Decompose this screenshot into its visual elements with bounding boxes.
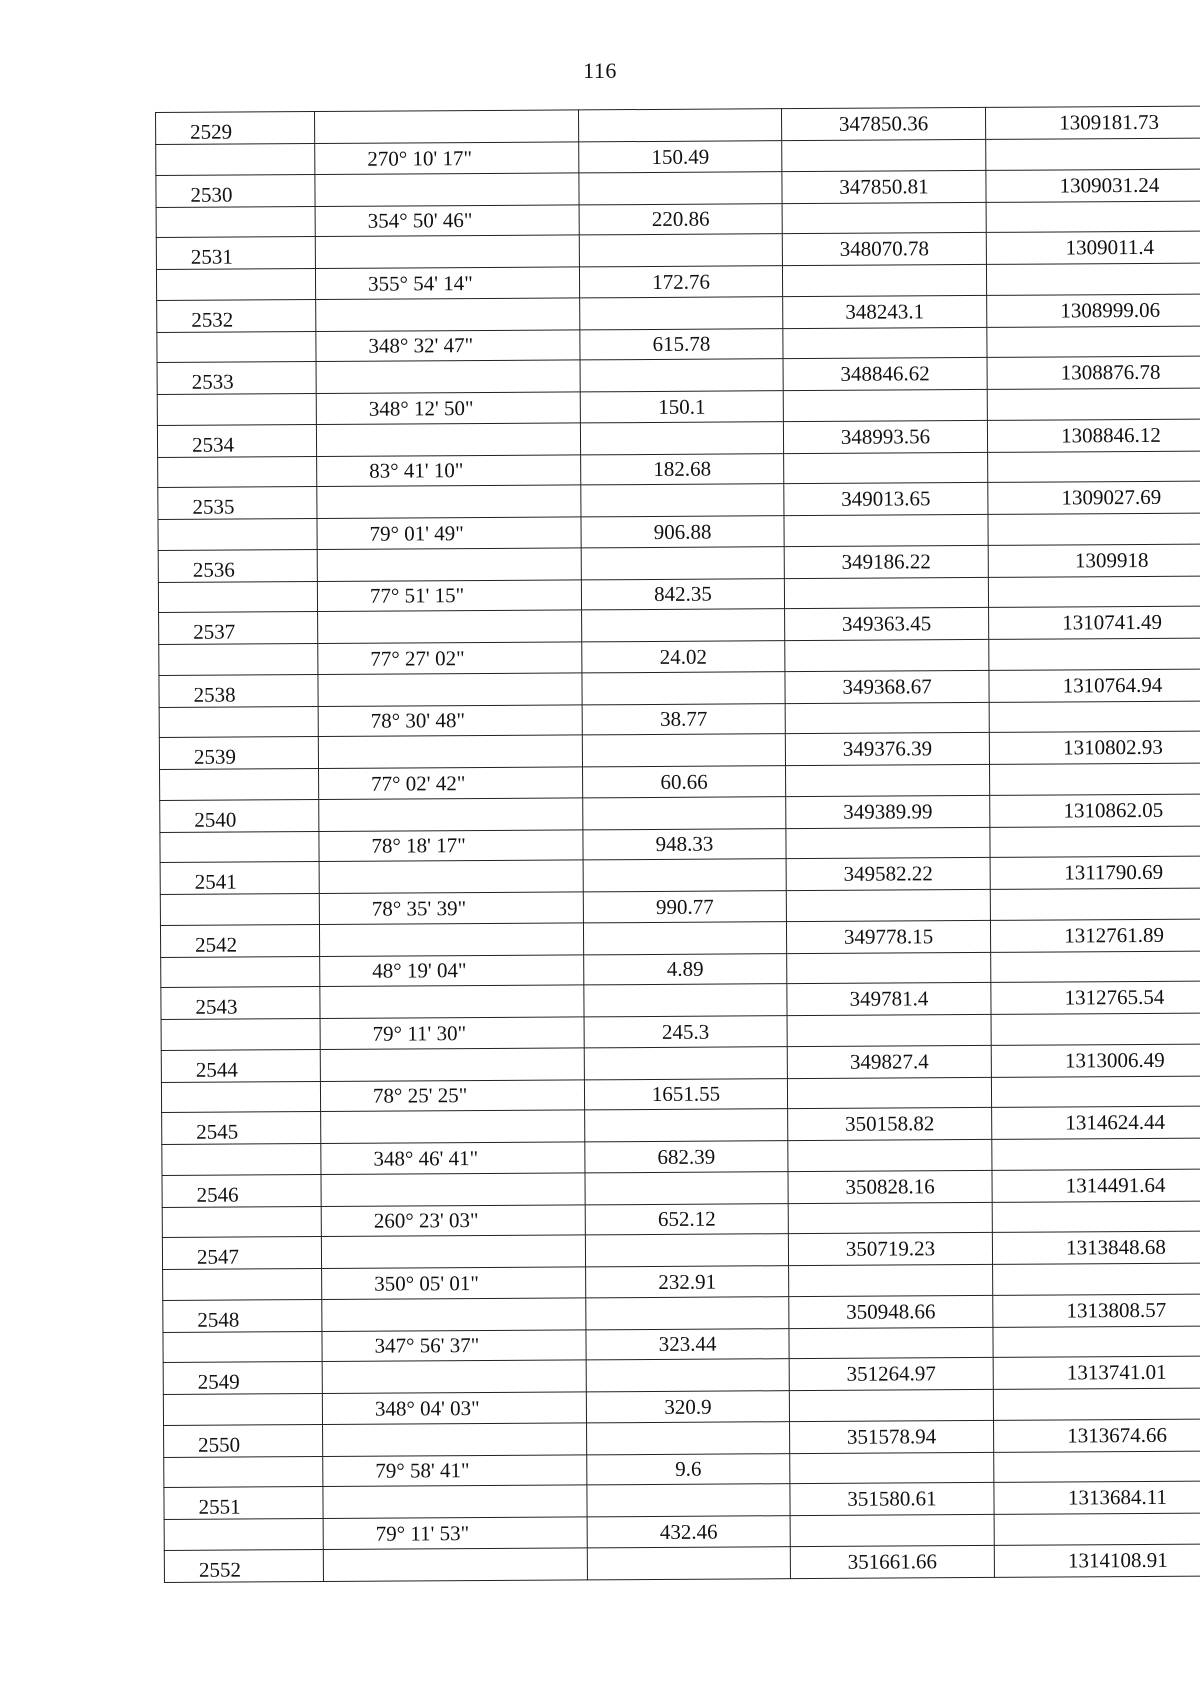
distance-cell: 24.02: [582, 641, 785, 673]
x-empty-cell: [782, 202, 986, 234]
y-empty-cell: [986, 200, 1200, 232]
distance-cell: 9.6: [587, 1453, 790, 1485]
bearing-empty-cell: [315, 235, 579, 269]
distance-empty-cell: [584, 984, 787, 1017]
y-coordinate-cell: 1314624.44: [992, 1106, 1200, 1140]
bearing-cell: 79° 01' 49": [317, 517, 581, 549]
y-coordinate-cell: 1309031.24: [986, 168, 1200, 202]
x-coordinate-cell: 349781.4: [787, 982, 991, 1015]
point-id-cell: 2529: [156, 112, 315, 145]
y-coordinate-cell: 1313848.68: [992, 1231, 1200, 1265]
y-empty-cell: [989, 638, 1200, 670]
bearing-empty-cell: [316, 360, 580, 394]
distance-empty-cell: [579, 171, 782, 204]
distance-empty-cell: [583, 796, 786, 829]
distance-cell: 948.33: [583, 828, 786, 860]
point-id-cell: 2536: [158, 549, 317, 582]
point-empty-cell: [156, 144, 315, 175]
x-coordinate-cell: 349013.65: [784, 482, 988, 515]
distance-empty-cell: [585, 1234, 788, 1267]
point-id-cell: 2531: [156, 237, 315, 270]
point-id-cell: 2545: [162, 1112, 321, 1145]
x-coordinate-cell: 348846.62: [783, 357, 987, 390]
point-id-cell: 2548: [163, 1299, 322, 1332]
point-empty-cell: [163, 1394, 322, 1425]
x-empty-cell: [784, 514, 988, 546]
distance-cell: 245.3: [584, 1016, 787, 1048]
bearing-empty-cell: [320, 985, 584, 1019]
x-coordinate-cell: 350158.82: [788, 1107, 992, 1140]
distance-empty-cell: [586, 1359, 789, 1392]
bearing-cell: 79° 11' 53": [323, 1517, 587, 1549]
x-coordinate-cell: 351264.97: [789, 1357, 993, 1390]
bearing-empty-cell: [321, 1172, 585, 1206]
survey-table-body: [156, 106, 1200, 1582]
bearing-empty-cell: [318, 610, 582, 644]
point-id-cell: 2535: [158, 487, 317, 520]
distance-empty-cell: [579, 234, 782, 267]
x-coordinate-cell: 349778.15: [786, 920, 990, 953]
x-coordinate-cell: 350719.23: [788, 1232, 992, 1265]
distance-cell: 1651.55: [584, 1078, 787, 1110]
x-coordinate-cell: 349582.22: [786, 857, 990, 890]
x-coordinate-cell: 350948.66: [789, 1295, 993, 1328]
bearing-cell: 348° 04' 03": [322, 1392, 586, 1424]
y-empty-cell: [991, 950, 1200, 982]
bearing-cell: 79° 11' 30": [320, 1017, 584, 1049]
bearing-empty-cell: [323, 1485, 587, 1519]
x-empty-cell: [782, 139, 986, 171]
point-empty-cell: [160, 769, 319, 800]
x-empty-cell: [790, 1452, 994, 1484]
point-empty-cell: [159, 706, 318, 737]
x-coordinate-cell: 347850.81: [782, 170, 986, 203]
bearing-empty-cell: [317, 485, 581, 519]
point-id-cell: 2550: [164, 1424, 323, 1457]
bearing-cell: 350° 05' 01": [322, 1267, 586, 1299]
y-coordinate-cell: 1309181.73: [985, 106, 1200, 140]
point-id-cell: 2552: [164, 1549, 323, 1582]
x-empty-cell: [785, 702, 989, 734]
y-coordinate-cell: 1309918: [988, 543, 1200, 577]
bearing-cell: 78° 30' 48": [318, 704, 582, 736]
bearing-cell: 348° 32' 47": [316, 329, 580, 361]
bearing-empty-cell: [316, 297, 580, 331]
distance-empty-cell: [581, 484, 784, 517]
distance-empty-cell: [585, 1109, 788, 1142]
y-empty-cell: [992, 1138, 1200, 1170]
y-empty-cell: [987, 325, 1200, 357]
point-id-cell: 2533: [157, 362, 316, 395]
bearing-cell: 48° 19' 04": [320, 954, 584, 986]
page-number: 116: [583, 58, 617, 83]
bearing-cell: 78° 35' 39": [319, 892, 583, 924]
y-coordinate-cell: 1308846.12: [987, 418, 1200, 452]
bearing-cell: 348° 12' 50": [316, 392, 580, 424]
bearing-cell: 83° 41' 10": [317, 454, 581, 486]
bearing-cell: 78° 18' 17": [319, 829, 583, 861]
y-coordinate-cell: 1310802.93: [989, 731, 1200, 765]
distance-cell: 842.35: [581, 578, 784, 610]
y-empty-cell: [990, 888, 1200, 920]
distance-cell: 38.77: [582, 703, 785, 735]
point-empty-cell: [163, 1331, 322, 1362]
bearing-cell: 270° 10' 17": [315, 142, 579, 174]
x-coordinate-cell: 349186.22: [784, 545, 988, 578]
x-empty-cell: [789, 1327, 993, 1359]
y-coordinate-cell: 1313808.57: [993, 1293, 1200, 1327]
x-empty-cell: [788, 1202, 992, 1234]
point-id-cell: 2530: [156, 174, 315, 207]
distance-cell: 652.12: [585, 1203, 788, 1235]
x-empty-cell: [782, 264, 986, 296]
y-coordinate-cell: 1312761.89: [990, 918, 1200, 952]
x-coordinate-cell: 349368.67: [785, 670, 989, 703]
x-empty-cell: [790, 1514, 994, 1546]
y-coordinate-cell: 1313006.49: [991, 1043, 1200, 1077]
y-coordinate-cell: 1314108.91: [994, 1543, 1200, 1577]
distance-cell: 4.89: [584, 953, 787, 985]
point-empty-cell: [158, 456, 317, 487]
bearing-empty-cell: [321, 1235, 585, 1269]
y-empty-cell: [994, 1513, 1200, 1545]
x-empty-cell: [789, 1389, 993, 1421]
y-empty-cell: [988, 513, 1200, 545]
x-empty-cell: [786, 764, 990, 796]
bearing-empty-cell: [322, 1360, 586, 1394]
bearing-empty-cell: [319, 922, 583, 956]
distance-empty-cell: [581, 546, 784, 579]
distance-empty-cell: [578, 109, 781, 142]
bearing-cell: 77° 27' 02": [318, 642, 582, 674]
station-row: [164, 1543, 1200, 1582]
y-coordinate-cell: 1308999.06: [987, 293, 1200, 327]
bearing-empty-cell: [318, 735, 582, 769]
distance-cell: 432.46: [587, 1516, 790, 1548]
x-coordinate-cell: 347850.36: [781, 107, 985, 140]
point-id-cell: 2544: [161, 1049, 320, 1082]
x-coordinate-cell: 349827.4: [787, 1045, 991, 1078]
x-coordinate-cell: 349376.39: [785, 732, 989, 765]
x-empty-cell: [786, 889, 990, 921]
point-id-cell: 2543: [161, 987, 320, 1020]
point-empty-cell: [157, 331, 316, 362]
x-empty-cell: [789, 1264, 993, 1296]
x-empty-cell: [787, 1014, 991, 1046]
x-coordinate-cell: 349389.99: [786, 795, 990, 828]
x-empty-cell: [784, 452, 988, 484]
point-empty-cell: [156, 269, 315, 300]
y-empty-cell: [988, 575, 1200, 607]
y-empty-cell: [993, 1388, 1200, 1420]
x-empty-cell: [784, 577, 988, 609]
distance-cell: 182.68: [581, 453, 784, 485]
x-coordinate-cell: 351578.94: [790, 1420, 994, 1453]
x-coordinate-cell: 351661.66: [790, 1545, 994, 1578]
bearing-cell: 354° 50' 46": [315, 204, 579, 236]
bearing-empty-cell: [322, 1297, 586, 1331]
y-empty-cell: [986, 263, 1200, 295]
y-coordinate-cell: 1308876.78: [987, 356, 1200, 390]
bearing-cell: 79° 58' 41": [323, 1454, 587, 1486]
point-id-cell: 2551: [164, 1487, 323, 1520]
distance-empty-cell: [580, 296, 783, 329]
y-coordinate-cell: 1314491.64: [992, 1168, 1200, 1202]
y-empty-cell: [987, 388, 1200, 420]
bearing-cell: 348° 46' 41": [321, 1142, 585, 1174]
y-coordinate-cell: 1313684.11: [994, 1481, 1200, 1515]
bearing-cell: 355° 54' 14": [315, 267, 579, 299]
distance-cell: 232.91: [586, 1266, 789, 1298]
point-empty-cell: [161, 1019, 320, 1050]
bearing-empty-cell: [321, 1110, 585, 1144]
y-coordinate-cell: 1309011.4: [986, 231, 1200, 265]
y-empty-cell: [990, 763, 1200, 795]
x-empty-cell: [788, 1139, 992, 1171]
point-empty-cell: [158, 581, 317, 612]
y-empty-cell: [986, 138, 1200, 170]
point-id-cell: 2546: [162, 1174, 321, 1207]
x-empty-cell: [786, 827, 990, 859]
y-coordinate-cell: 1310764.94: [989, 668, 1200, 702]
y-empty-cell: [991, 1013, 1200, 1045]
point-empty-cell: [157, 394, 316, 425]
distance-empty-cell: [587, 1421, 790, 1454]
bearing-empty-cell: [318, 672, 582, 706]
point-empty-cell: [160, 831, 319, 862]
x-empty-cell: [783, 389, 987, 421]
point-empty-cell: [160, 894, 319, 925]
distance-empty-cell: [584, 1046, 787, 1079]
bearing-empty-cell: [323, 1547, 587, 1581]
bearing-empty-cell: [319, 860, 583, 894]
point-empty-cell: [158, 519, 317, 550]
distance-empty-cell: [582, 734, 785, 767]
distance-empty-cell: [580, 359, 783, 392]
y-empty-cell: [992, 1200, 1200, 1232]
point-id-cell: 2532: [157, 299, 316, 332]
distance-empty-cell: [582, 609, 785, 642]
distance-cell: 220.86: [579, 203, 782, 235]
y-coordinate-cell: 1310862.05: [990, 793, 1200, 827]
distance-empty-cell: [587, 1546, 790, 1579]
point-empty-cell: [156, 206, 315, 237]
x-empty-cell: [785, 639, 989, 671]
point-empty-cell: [162, 1144, 321, 1175]
y-coordinate-cell: 1310741.49: [989, 606, 1200, 640]
bearing-empty-cell: [315, 110, 579, 144]
point-empty-cell: [161, 1081, 320, 1112]
y-coordinate-cell: 1313741.01: [993, 1356, 1200, 1390]
distance-cell: 60.66: [583, 766, 786, 798]
distance-cell: 150.49: [579, 141, 782, 173]
y-coordinate-cell: 1309027.69: [988, 481, 1200, 515]
bearing-empty-cell: [317, 547, 581, 581]
distance-cell: 990.77: [583, 891, 786, 923]
x-coordinate-cell: 350828.16: [788, 1170, 992, 1203]
point-id-cell: 2542: [160, 924, 319, 957]
bearing-empty-cell: [316, 422, 580, 456]
y-empty-cell: [988, 450, 1200, 482]
distance-cell: 323.44: [586, 1328, 789, 1360]
bearing-cell: 77° 51' 15": [317, 579, 581, 611]
point-id-cell: 2547: [162, 1237, 321, 1270]
distance-cell: 320.9: [586, 1391, 789, 1423]
y-empty-cell: [989, 700, 1200, 732]
point-id-cell: 2534: [157, 424, 316, 457]
bearing-empty-cell: [323, 1422, 587, 1456]
point-id-cell: 2549: [163, 1362, 322, 1395]
x-coordinate-cell: 351580.61: [790, 1482, 994, 1515]
y-coordinate-cell: 1313674.66: [994, 1418, 1200, 1452]
point-id-cell: 2541: [160, 862, 319, 895]
x-empty-cell: [787, 952, 991, 984]
x-empty-cell: [787, 1077, 991, 1109]
x-coordinate-cell: 349363.45: [785, 607, 989, 640]
point-empty-cell: [159, 644, 318, 675]
distance-empty-cell: [582, 671, 785, 704]
point-id-cell: 2538: [159, 674, 318, 707]
y-empty-cell: [993, 1263, 1200, 1295]
bearing-empty-cell: [320, 1047, 584, 1081]
distance-cell: 615.78: [580, 328, 783, 360]
bearing-cell: 260° 23' 03": [321, 1204, 585, 1236]
distance-cell: 150.1: [580, 391, 783, 423]
distance-cell: 906.88: [581, 516, 784, 548]
distance-cell: 682.39: [585, 1141, 788, 1173]
bearing-empty-cell: [319, 797, 583, 831]
x-empty-cell: [783, 327, 987, 359]
y-empty-cell: [994, 1450, 1200, 1482]
survey-table-container: [155, 106, 1168, 1582]
bearing-cell: 347° 56' 37": [322, 1329, 586, 1361]
x-coordinate-cell: 348993.56: [783, 420, 987, 453]
x-coordinate-cell: 348070.78: [782, 232, 986, 265]
point-id-cell: 2540: [160, 799, 319, 832]
distance-empty-cell: [586, 1296, 789, 1329]
y-empty-cell: [990, 825, 1200, 857]
distance-empty-cell: [580, 421, 783, 454]
distance-empty-cell: [587, 1484, 790, 1517]
survey-coordinates-table: [155, 105, 1200, 1582]
distance-empty-cell: [583, 921, 786, 954]
y-coordinate-cell: 1312765.54: [991, 981, 1200, 1015]
point-id-cell: 2539: [159, 737, 318, 770]
y-empty-cell: [991, 1075, 1200, 1107]
bearing-empty-cell: [315, 172, 579, 206]
point-empty-cell: [164, 1456, 323, 1487]
point-empty-cell: [163, 1269, 322, 1300]
bearing-cell: 77° 02' 42": [319, 767, 583, 799]
point-id-cell: 2537: [159, 612, 318, 645]
distance-empty-cell: [585, 1171, 788, 1204]
point-empty-cell: [162, 1206, 321, 1237]
y-coordinate-cell: 1311790.69: [990, 856, 1200, 890]
point-empty-cell: [164, 1518, 323, 1549]
x-coordinate-cell: 348243.1: [783, 295, 987, 328]
point-empty-cell: [161, 956, 320, 987]
bearing-cell: 78° 25' 25": [320, 1079, 584, 1111]
distance-empty-cell: [583, 859, 786, 892]
distance-cell: 172.76: [579, 266, 782, 298]
y-empty-cell: [993, 1325, 1200, 1357]
